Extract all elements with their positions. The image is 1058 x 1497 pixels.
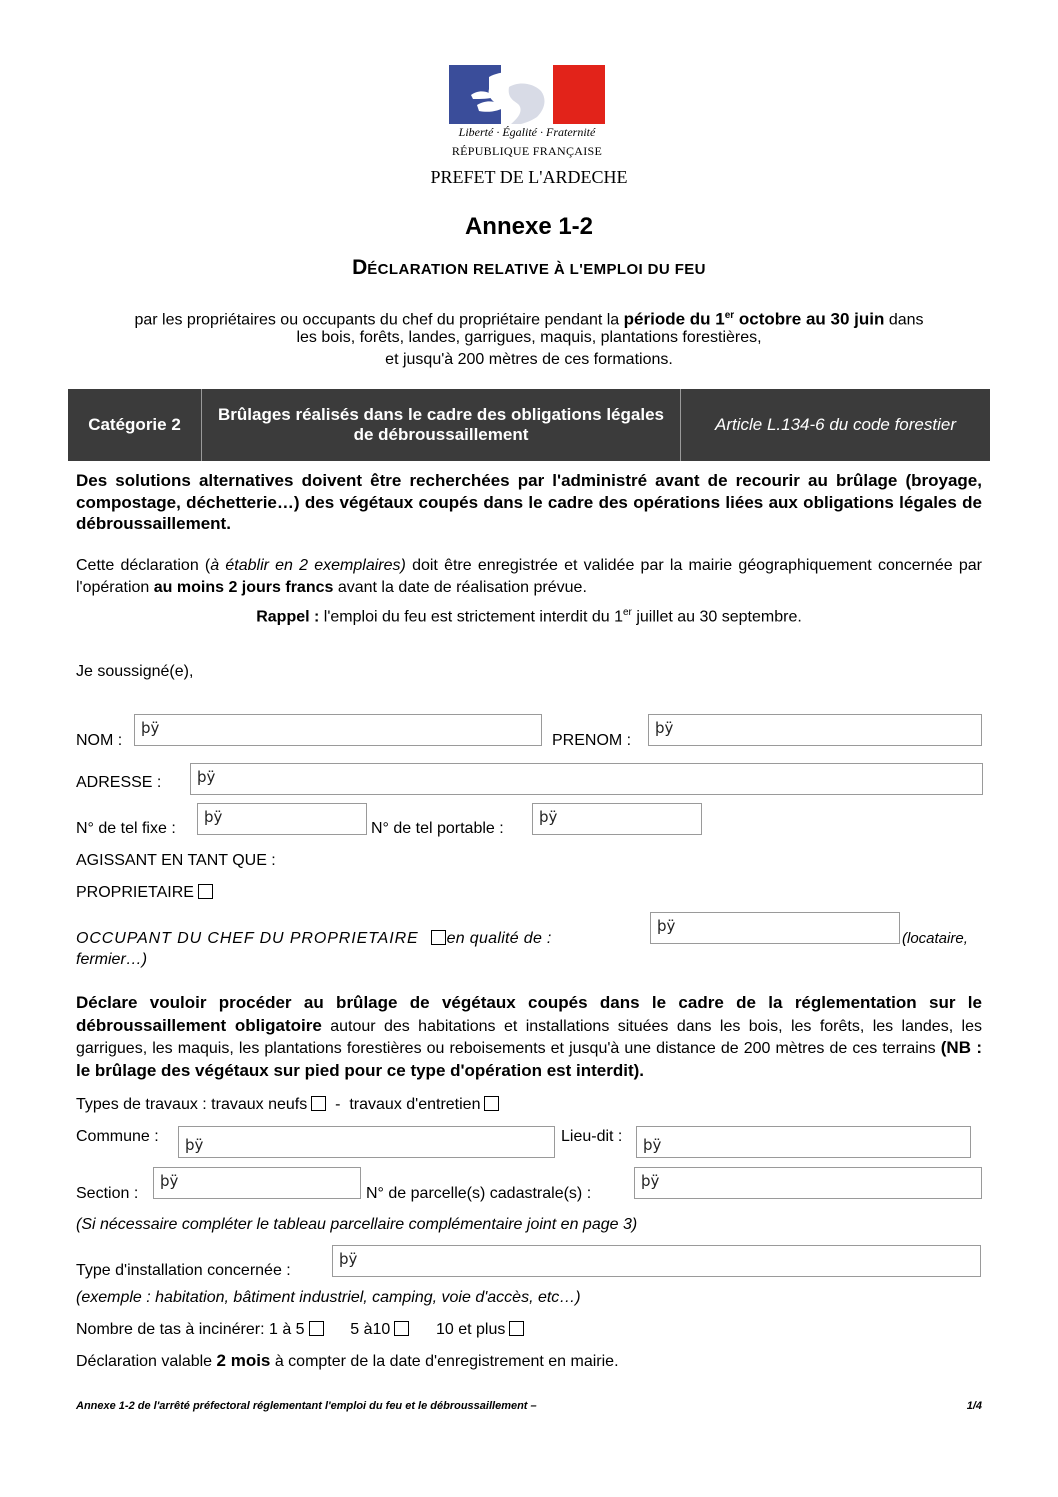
proprietaire-label: PROPRIETAIRE (76, 884, 194, 901)
installation-example: (exemple : habitation, bâtiment industriel, camping, voie d'accès, etc…) (76, 1289, 581, 1306)
proprietaire-option (76, 883, 213, 903)
commune-field[interactable]: þÿ (178, 1126, 555, 1158)
declare-nb: (NB : le brûlage des végétaux sur pied pour ce type d'opération est interdit). (76, 1038, 983, 1080)
tas-row (76, 1320, 524, 1340)
subtitle-initial: D (352, 256, 368, 279)
lieudit-label: Lieu-dit : (561, 1128, 623, 1145)
tas-5-10-checkbox[interactable] (394, 1321, 409, 1336)
category-bar (68, 389, 990, 461)
tel-fixe-field[interactable]: þÿ (197, 803, 367, 835)
intro-text: par les propriétaires ou occupants du chef du propriétaire pendant la (134, 311, 624, 329)
intro-line-3: et jusqu'à 200 mètres de ces formations. (385, 351, 673, 368)
proprietaire-checkbox[interactable] (198, 884, 213, 899)
footer-text: Annexe 1-2 de l'arrêté préfectoral réglementant l'emploi du feu et le débroussaillement – (76, 1400, 537, 1412)
installation-field[interactable]: þÿ (332, 1245, 981, 1277)
prenom-label: PRENOM : (552, 732, 632, 749)
section-label: Section : (76, 1185, 139, 1202)
qualite-field[interactable]: þÿ (650, 912, 900, 944)
section-field[interactable]: þÿ (153, 1167, 361, 1199)
soussigne-label: Je soussigné(e), (76, 663, 194, 680)
category-description: Brûlages réalisés dans le cadre des obligations légales de débroussaillement (218, 405, 664, 444)
tas-label: Nombre de tas à incinérer: 1 à 5 (76, 1321, 305, 1338)
tas-5-10-label: 5 à10 (350, 1321, 391, 1338)
decl-text-d: au moins 2 jours francs (153, 578, 334, 596)
tel-portable-label: N° de tel portable : (371, 820, 504, 837)
logo-republic: RÉPUBLIQUE FRANÇAISE (451, 144, 603, 158)
types-travaux-row (76, 1095, 499, 1115)
declaration-subtitle (0, 255, 1058, 283)
types-label: Types de travaux : travaux neufs (76, 1096, 308, 1113)
intro-sup: er (724, 310, 735, 321)
annex-title: Annexe 1-2 (464, 213, 594, 240)
declare-bold: Déclare vouloir procéder au brûlage de végétaux coupés dans le cadre de la réglementation sur le débroussaillement obligatoire (76, 993, 982, 1035)
adresse-field[interactable]: þÿ (190, 763, 983, 795)
decl-text-c: doit être enregistrée et validée par la mairie géographiquement concernée par l'opération (76, 557, 983, 596)
tableau-note: (Si nécessaire compléter le tableau parcellaire complémentaire joint en page 3) (76, 1216, 638, 1233)
rappel-text-end: juillet au 30 septembre. (631, 608, 802, 626)
qualite-suffix-2: fermier…) (76, 951, 148, 968)
subtitle-rest: ÉCLARATION RELATIVE À L'EMPLOI DU FEU (367, 261, 706, 278)
marianne-flag-icon (449, 65, 605, 124)
alternatives-notice: Des solutions alternatives doivent être recherchées par l'administré avant de recourir au brûlage (broyage, compostage, déchetterie…) des végétaux coupés dans le cadre des opérations liées aux obligations légales de débroussaillement. (76, 471, 982, 533)
travaux-entretien-checkbox[interactable] (484, 1096, 499, 1111)
validity-b: 2 mois (216, 1351, 271, 1370)
prefet-title: PREFET DE L'ARDECHE (430, 167, 628, 187)
commune-label: Commune : (76, 1128, 159, 1145)
tel-fixe-label: N° de tel fixe : (76, 820, 176, 837)
adresse-label: ADRESSE : (76, 774, 162, 791)
rappel-sup: er (623, 607, 632, 618)
travaux-neufs-checkbox[interactable] (311, 1096, 326, 1111)
declare-text: autour des habitations et installations situées dans les bois, les forêts, les landes, les garrigues, les maquis, les plantations forestières ou reboisements et jusqu'à une distance de 200 mètres de ces terrains (76, 1017, 983, 1057)
agissant-label: AGISSANT EN TANT QUE : (76, 852, 276, 869)
occupant-label: OCCUPANT DU CHEF DU PROPRIETAIRE (76, 930, 419, 947)
entretien-label: travaux d'entretien (349, 1096, 481, 1113)
intro-period-start: période du 1 (623, 309, 725, 329)
rappel-label: Rappel : (256, 608, 320, 626)
qualite-suffix: (locataire, (902, 930, 968, 947)
tas-10-plus-checkbox[interactable] (509, 1321, 524, 1336)
parcelle-field[interactable]: þÿ (634, 1167, 982, 1199)
tel-portable-field[interactable]: þÿ (532, 803, 702, 835)
intro-period-end: octobre au 30 juin (734, 309, 885, 329)
qualite-label: en qualité de : (446, 930, 552, 947)
marianne-logo (449, 65, 605, 124)
validity-c: à compter de la date d'enregistrement en mairie. (270, 1353, 619, 1370)
rappel-text: l'emploi du feu est strictement interdit du 1 (319, 608, 623, 626)
nom-label: NOM : (76, 732, 123, 749)
tas-1-5-checkbox[interactable] (309, 1321, 324, 1336)
nom-field[interactable]: þÿ (134, 714, 542, 746)
logo-motto: Liberté · Égalité · Fraternité (458, 125, 596, 139)
prenom-field[interactable]: þÿ (648, 714, 982, 746)
intro-line-2: les bois, forêts, landes, garrigues, maquis, plantations forestières, (296, 329, 762, 346)
types-separator: - (335, 1096, 341, 1113)
declare-paragraph (76, 992, 982, 1082)
occupant-checkbox[interactable] (431, 930, 446, 945)
category-label: Catégorie 2 (88, 415, 181, 434)
category-article: Article L.134-6 du code forestier (715, 415, 956, 434)
lieudit-field[interactable]: þÿ (636, 1126, 971, 1158)
decl-text-b: à établir en 2 exemplaires) (210, 557, 406, 574)
decl-text-e: avant la date de réalisation prévue. (333, 578, 587, 596)
decl-text-a: Cette déclaration ( (76, 557, 211, 574)
occupant-option (76, 929, 552, 949)
footer-page: 1/4 (966, 1400, 982, 1412)
rappel-notice (0, 603, 1058, 627)
intro-dans: dans (884, 311, 924, 329)
tas-10-plus-label: 10 et plus (435, 1321, 506, 1338)
validity-a: Déclaration valable (76, 1353, 217, 1370)
declaration-notice (76, 555, 982, 598)
parcelle-label: N° de parcelle(s) cadastrale(s) : (366, 1185, 592, 1202)
validity-text (76, 1351, 619, 1372)
installation-label: Type d'installation concernée : (76, 1262, 291, 1279)
